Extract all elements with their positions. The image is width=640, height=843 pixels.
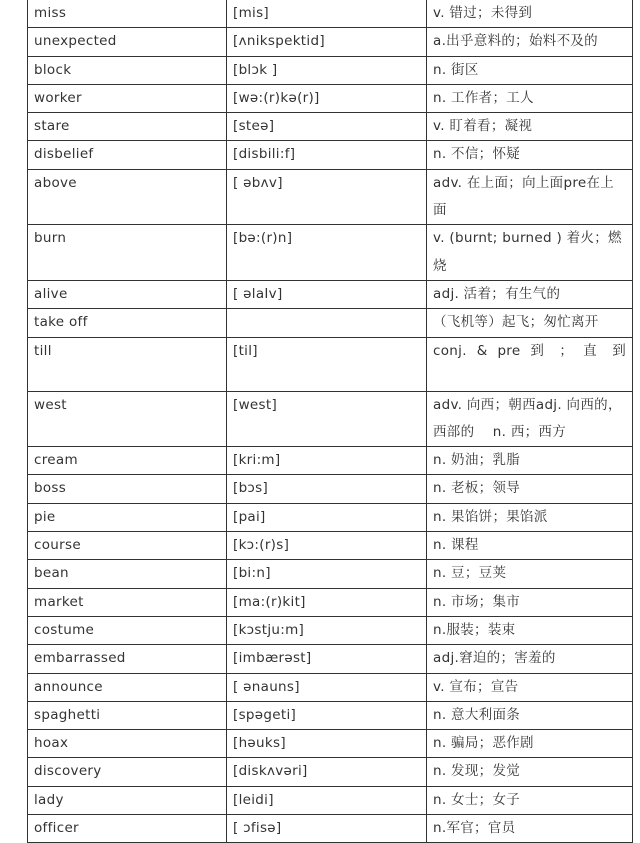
phonetic-cell: [steə] bbox=[227, 113, 427, 141]
word-cell: disbelief bbox=[28, 141, 227, 169]
phonetic-cell: [til] bbox=[227, 337, 427, 391]
table-row bbox=[28, 503, 633, 531]
phonetic-cell: [blɔk ] bbox=[227, 56, 427, 84]
word-cell: announce bbox=[28, 673, 227, 701]
meaning-cell: adj.窘迫的；害羞的 bbox=[427, 645, 633, 673]
table-row bbox=[28, 28, 633, 56]
word-cell: west bbox=[28, 391, 227, 447]
table-row bbox=[28, 337, 633, 391]
meaning-cell: v. 错过；未得到 bbox=[427, 0, 633, 28]
meaning-cell: n. 课程 bbox=[427, 532, 633, 560]
word-cell: take off bbox=[28, 309, 227, 337]
table-row bbox=[28, 786, 633, 814]
table-row bbox=[28, 447, 633, 475]
word-cell: market bbox=[28, 588, 227, 616]
phonetic-cell: [kri:m] bbox=[227, 447, 427, 475]
word-cell: block bbox=[28, 56, 227, 84]
word-cell: spaghetti bbox=[28, 701, 227, 729]
table-row bbox=[28, 0, 633, 28]
table-row bbox=[28, 113, 633, 141]
phonetic-cell: [bə:(r)n] bbox=[227, 225, 427, 281]
table-row bbox=[28, 730, 633, 758]
phonetic-cell: [imbærəst] bbox=[227, 645, 427, 673]
word-cell: lady bbox=[28, 786, 227, 814]
meaning-cell: n.服装；装束 bbox=[427, 616, 633, 644]
meaning-cell: n. 老板；领导 bbox=[427, 475, 633, 503]
word-cell: stare bbox=[28, 113, 227, 141]
meaning-cell: adj. 活着；有生气的 bbox=[427, 280, 633, 308]
meaning-cell: v. 盯着看；凝视 bbox=[427, 113, 633, 141]
phonetic-cell: [ ənauns] bbox=[227, 673, 427, 701]
table-row bbox=[28, 56, 633, 84]
word-cell: burn bbox=[28, 225, 227, 281]
phonetic-cell: [spəgeti] bbox=[227, 701, 427, 729]
meaning-cell: adv. 向西；朝西adj. 向西的，西部的 n. 西；西方 bbox=[427, 391, 633, 447]
table-row bbox=[28, 84, 633, 112]
word-cell: officer bbox=[28, 815, 227, 843]
phonetic-cell: [həuks] bbox=[227, 730, 427, 758]
word-cell: discovery bbox=[28, 758, 227, 786]
word-cell: costume bbox=[28, 616, 227, 644]
meaning-cell: n. 豆；豆荚 bbox=[427, 560, 633, 588]
phonetic-cell: [kɔ:(r)s] bbox=[227, 532, 427, 560]
phonetic-cell: [ ɔfisə] bbox=[227, 815, 427, 843]
word-cell: cream bbox=[28, 447, 227, 475]
table-row bbox=[28, 532, 633, 560]
table-row bbox=[28, 475, 633, 503]
meaning-cell: n. 奶油；乳脂 bbox=[427, 447, 633, 475]
phonetic-cell: [bɔs] bbox=[227, 475, 427, 503]
word-cell: above bbox=[28, 169, 227, 225]
table-row bbox=[28, 758, 633, 786]
table-row bbox=[28, 701, 633, 729]
word-cell: hoax bbox=[28, 730, 227, 758]
phonetic-cell: [ʌnikspektid] bbox=[227, 28, 427, 56]
phonetic-cell: [bi:n] bbox=[227, 560, 427, 588]
meaning-cell: n. 女士；女子 bbox=[427, 786, 633, 814]
phonetic-cell: [wə:(r)kə(r)] bbox=[227, 84, 427, 112]
phonetic-cell: [leidi] bbox=[227, 786, 427, 814]
vocabulary-table-body bbox=[28, 0, 633, 843]
phonetic-cell bbox=[227, 309, 427, 337]
phonetic-cell: [kɔstju:m] bbox=[227, 616, 427, 644]
word-cell: boss bbox=[28, 475, 227, 503]
meaning-cell: adv. 在上面；向上面pre在上面 bbox=[427, 169, 633, 225]
word-cell: unexpected bbox=[28, 28, 227, 56]
table-row bbox=[28, 588, 633, 616]
meaning-cell: n. 街区 bbox=[427, 56, 633, 84]
phonetic-cell: [ əlaIv] bbox=[227, 280, 427, 308]
table-row bbox=[28, 391, 633, 447]
meaning-cell: n. 工作者；工人 bbox=[427, 84, 633, 112]
meaning-cell: n. 不信；怀疑 bbox=[427, 141, 633, 169]
phonetic-cell: [west] bbox=[227, 391, 427, 447]
table-row bbox=[28, 645, 633, 673]
word-cell: till bbox=[28, 337, 227, 391]
table-row bbox=[28, 309, 633, 337]
table-row bbox=[28, 169, 633, 225]
table-row bbox=[28, 673, 633, 701]
phonetic-cell: [mis] bbox=[227, 0, 427, 28]
meaning-cell: n. 果馅饼；果馅派 bbox=[427, 503, 633, 531]
table-row bbox=[28, 560, 633, 588]
meaning-cell: a.出乎意料的；始料不及的 bbox=[427, 28, 633, 56]
table-row bbox=[28, 225, 633, 281]
vocabulary-table bbox=[27, 0, 633, 843]
phonetic-cell: [disbili:f] bbox=[227, 141, 427, 169]
word-cell: worker bbox=[28, 84, 227, 112]
meaning-cell: n. 市场；集市 bbox=[427, 588, 633, 616]
word-cell: embarrassed bbox=[28, 645, 227, 673]
table-row bbox=[28, 280, 633, 308]
phonetic-cell: [ma:(r)kit] bbox=[227, 588, 427, 616]
word-cell: alive bbox=[28, 280, 227, 308]
table-row bbox=[28, 141, 633, 169]
word-cell: bean bbox=[28, 560, 227, 588]
word-cell: course bbox=[28, 532, 227, 560]
meaning-cell: v. (burnt; burned ) 着火；燃烧 bbox=[427, 225, 633, 281]
meaning-cell: n. 骗局；恶作剧 bbox=[427, 730, 633, 758]
meaning-cell: （飞机等）起飞；匆忙离开 bbox=[427, 309, 633, 337]
meaning-cell: conj. & pre 到 ； 直 到 bbox=[427, 337, 633, 391]
phonetic-cell: [diskʌvəri] bbox=[227, 758, 427, 786]
meaning-cell: n.军官；官员 bbox=[427, 815, 633, 843]
phonetic-cell: [pai] bbox=[227, 503, 427, 531]
word-cell: pie bbox=[28, 503, 227, 531]
table-row bbox=[28, 616, 633, 644]
meaning-cell: n. 发现；发觉 bbox=[427, 758, 633, 786]
phonetic-cell: [ əbʌv] bbox=[227, 169, 427, 225]
meaning-cell: v. 宣布；宣告 bbox=[427, 673, 633, 701]
word-cell: miss bbox=[28, 0, 227, 28]
meaning-cell: n. 意大利面条 bbox=[427, 701, 633, 729]
